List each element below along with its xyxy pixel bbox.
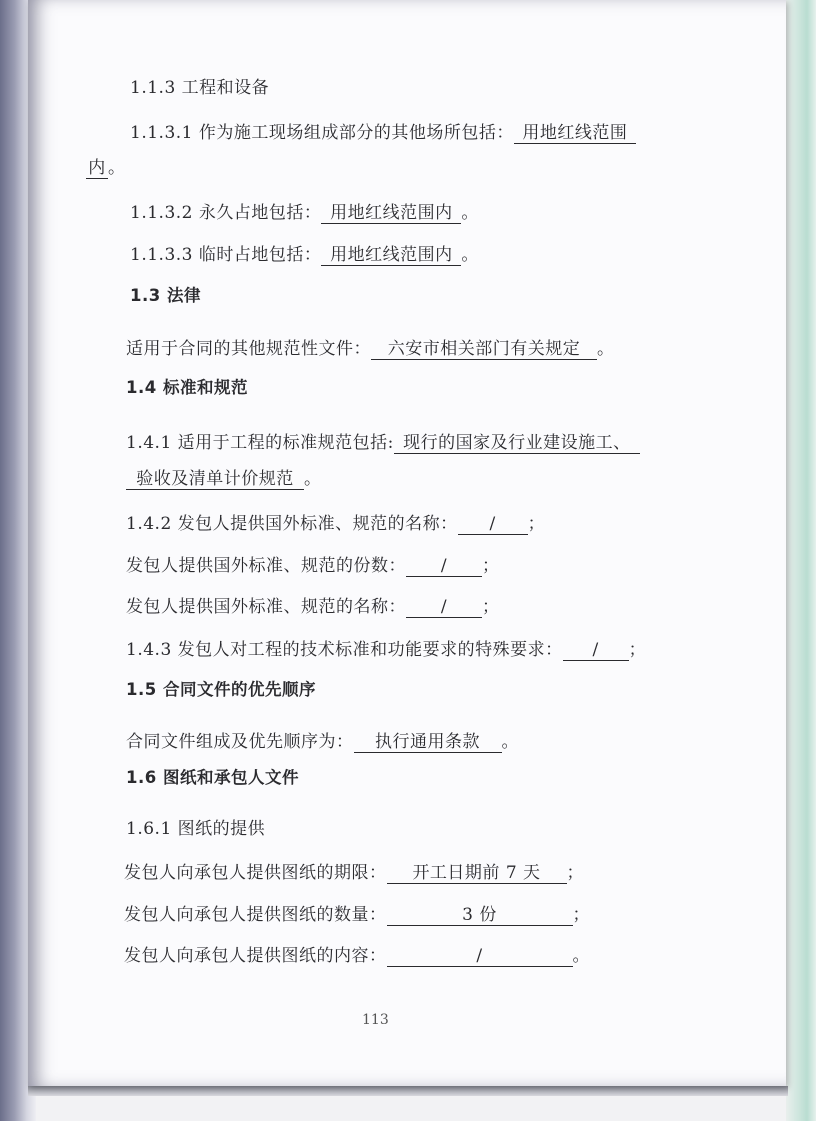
clause-1-1-3-1 — [130, 122, 636, 144]
clause-1-4-1-end: 。 — [304, 469, 322, 489]
law-line — [126, 338, 615, 360]
drawing-content-line — [124, 945, 590, 967]
section-1-1-3-title: 1.1.3 工程和设备 — [130, 78, 270, 98]
clause-1-1-3-2-label: 1.1.3.2 永久占地包括： — [130, 203, 322, 223]
clause-1-4-2-value: / — [458, 514, 528, 535]
foreign-copies-label: 发包人提供国外标准、规范的份数： — [126, 556, 406, 576]
clause-1-4-1-value-a: 现行的国家及行业建设施工、 — [394, 433, 640, 454]
clause-1-1-3-3-label: 1.1.3.3 临时占地包括： — [130, 245, 322, 265]
section-1-3-title: 1.3 法律 — [130, 286, 201, 305]
foreign-name-line — [126, 596, 500, 618]
drawing-qty-label: 发包人向承包人提供图纸的数量： — [124, 905, 387, 925]
foreign-name-value: / — [406, 597, 482, 618]
clause-1-1-3-2-end: 。 — [461, 203, 479, 223]
clause-1-1-3-1-value-a: 用地红线范围 — [514, 123, 636, 144]
clause-1-1-3-2 — [130, 202, 479, 224]
clause-1-1-3-1-cont — [86, 157, 126, 179]
drawing-content-end: 。 — [572, 946, 590, 966]
drawing-deadline-label: 发包人向承包人提供图纸的期限： — [124, 863, 387, 883]
clause-1-4-1-label: 1.4.1 适用于工程的标准规范包括: — [126, 433, 394, 453]
clause-1-1-3-2-value: 用地红线范围内 — [321, 203, 461, 224]
drawing-content-value: / — [387, 946, 573, 967]
clause-1-4-3 — [126, 639, 646, 661]
foreign-name-label: 发包人提供国外标准、规范的名称： — [126, 597, 406, 617]
clause-1-4-1-value-b: 验收及清单计价规范 — [126, 469, 304, 490]
clause-1-1-3-3-end: 。 — [461, 245, 479, 265]
drawing-deadline-line — [124, 862, 584, 884]
foreign-copies-line — [126, 555, 500, 577]
clause-1-4-3-end: ； — [628, 640, 647, 660]
order-line — [126, 731, 519, 753]
drawing-content-label: 发包人向承包人提供图纸的内容： — [124, 946, 387, 966]
clause-1-4-2-end: ； — [527, 514, 546, 534]
drawing-qty-end: ； — [572, 905, 590, 925]
section-1-5-title: 1.5 合同文件的优先顺序 — [126, 680, 316, 699]
clause-1-4-3-label: 1.4.3 发包人对工程的技术标准和功能要求的特殊要求： — [126, 640, 563, 660]
clause-1-1-3-1-value-b: 内 — [86, 158, 108, 179]
section-1-4-title: 1.4 标准和规范 — [126, 378, 248, 397]
drawing-deadline-value: 开工日期前 7 天 — [387, 863, 567, 884]
clause-1-4-1-cont — [126, 468, 322, 490]
clause-1-1-3-3-value: 用地红线范围内 — [321, 245, 461, 266]
scanner-edge — [786, 0, 816, 1121]
foreign-name-end: ； — [482, 597, 500, 617]
clause-1-4-2-label: 1.4.2 发包人提供国外标准、规范的名称： — [126, 514, 458, 534]
order-end: 。 — [501, 732, 519, 752]
law-end: 。 — [597, 339, 615, 359]
order-value: 执行通用条款 — [354, 732, 502, 753]
drawing-deadline-end: ； — [566, 863, 584, 883]
clause-1-1-3-1-end: 。 — [108, 158, 126, 178]
page-bottom-edge — [28, 1086, 788, 1096]
clause-1-4-2 — [126, 513, 545, 535]
section-1-6-title: 1.6 图纸和承包人文件 — [126, 768, 299, 787]
drawing-qty-value: 3 份 — [387, 905, 573, 926]
page-number: 113 — [362, 1012, 389, 1028]
clause-1-4-3-value: / — [563, 640, 629, 661]
drawing-qty-line — [124, 904, 590, 926]
foreign-copies-end: ； — [482, 556, 500, 576]
clause-1-1-3-1-label: 1.1.3.1 作为施工现场组成部分的其他场所包括： — [130, 123, 514, 143]
clause-1-4-1 — [126, 432, 640, 454]
order-label: 合同文件组成及优先顺序为： — [126, 732, 354, 752]
law-label: 适用于合同的其他规范性文件： — [126, 339, 371, 359]
law-value: 六安市相关部门有关规定 — [371, 339, 597, 360]
section-1-6-1-title: 1.6.1 图纸的提供 — [126, 819, 266, 839]
foreign-copies-value: / — [406, 556, 482, 577]
clause-1-1-3-3 — [130, 244, 479, 266]
